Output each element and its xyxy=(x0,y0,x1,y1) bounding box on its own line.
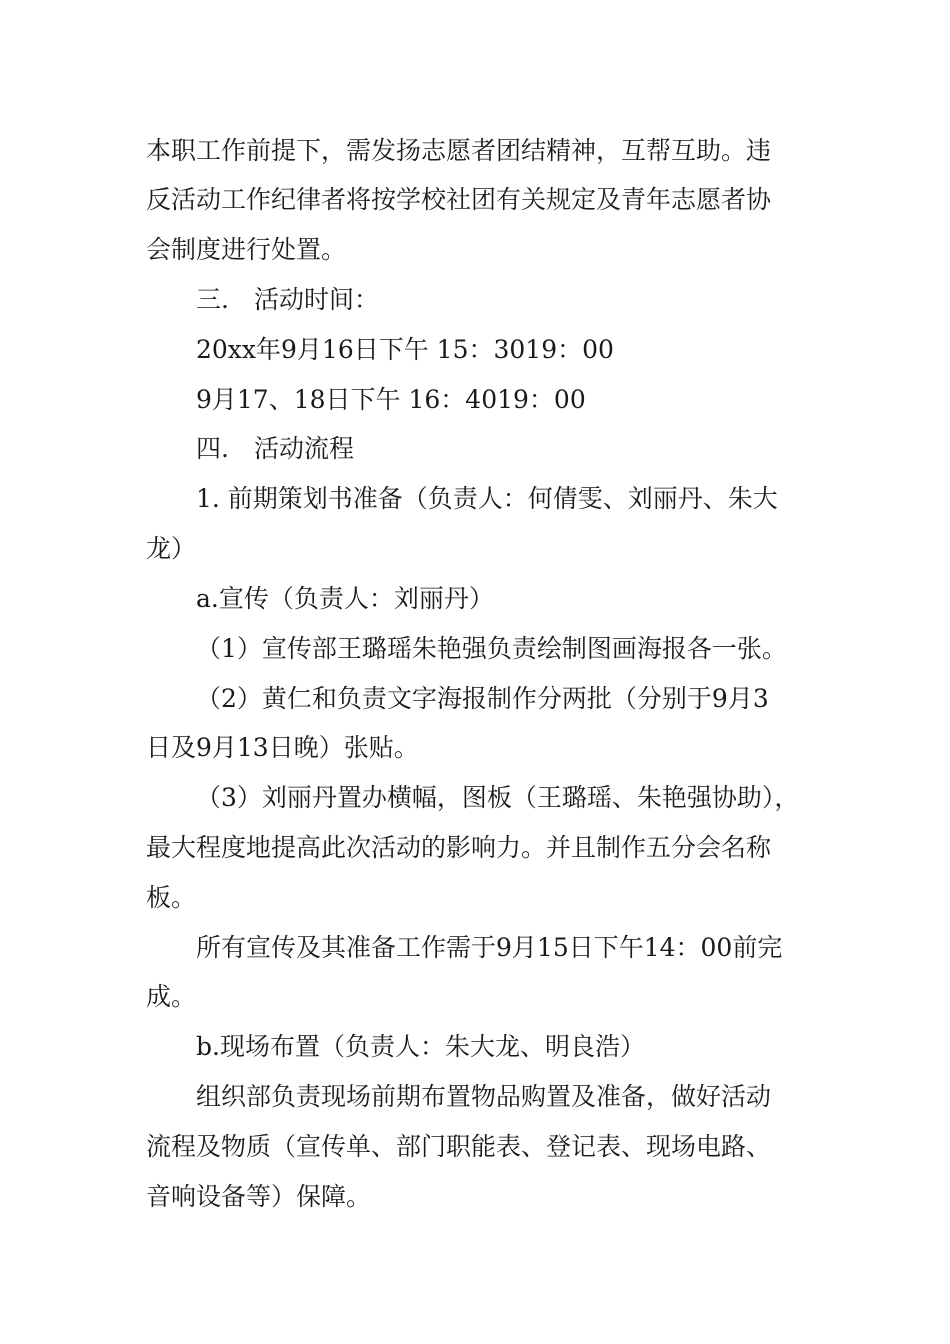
text-line: 反活动工作纪律者将按学校社团有关规定及青年志愿者协 xyxy=(146,185,772,214)
text-line: 9月17、18日下午 16：4019：00 xyxy=(196,385,586,414)
section-heading: 四. 活动流程 xyxy=(196,434,354,463)
subsection-heading: b.现场布置（负责人：朱大龙、明良浩） xyxy=(196,1032,645,1061)
text-line: 会制度进行处置。 xyxy=(146,235,347,264)
text-line: 所有宣传及其准备工作需于9月15日下午14：00前完 xyxy=(196,933,783,962)
text-line: 成。 xyxy=(146,982,197,1011)
subsection-heading: a.宣传（负责人：刘丽丹） xyxy=(196,584,494,613)
text-line: （1）宣传部王璐瑶朱艳强负责绘制图画海报各一张。 xyxy=(196,634,787,663)
text-line: 流程及物质（宣传单、部门职能表、登记表、现场电路、 xyxy=(146,1132,772,1161)
text-line: 1. 前期策划书准备（负责人：何倩雯、刘丽丹、朱大 xyxy=(196,484,778,513)
text-line: 组织部负责现场前期布置物品购置及准备，做好活动 xyxy=(196,1082,772,1111)
text-line: （2）黄仁和负责文字海报制作分两批（分别于9月3 xyxy=(196,684,769,713)
section-heading: 三. 活动时间： xyxy=(196,285,379,314)
text-line: 最大程度地提高此次活动的影响力。并且制作五分会名称 xyxy=(146,833,772,862)
text-line: （3）刘丽丹置办横幅，图板（王璐瑶、朱艳强协助）， xyxy=(196,783,800,812)
text-line: 日及9月13日晚）张贴。 xyxy=(146,733,419,762)
text-line: 20xx年9月16日下午 15：3019：00 xyxy=(196,335,614,364)
text-line: 板。 xyxy=(146,883,197,912)
text-line: 本职工作前提下，需发扬志愿者团结精神，互帮互助。违 xyxy=(146,136,772,165)
text-line: 音响设备等）保障。 xyxy=(146,1182,372,1211)
text-line: 龙） xyxy=(146,534,197,563)
